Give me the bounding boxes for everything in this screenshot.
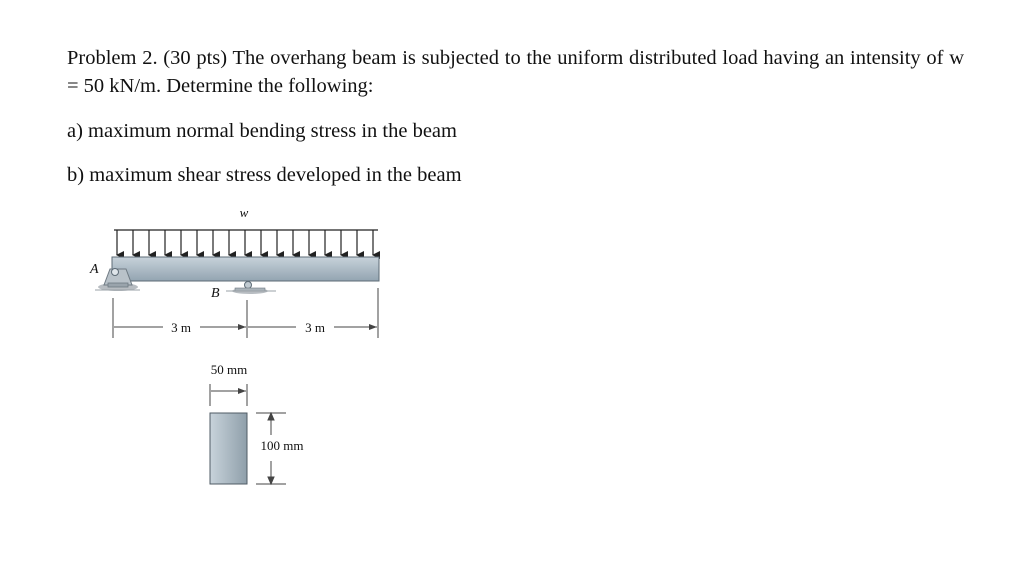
span-dimension bbox=[113, 288, 378, 338]
problem-statement: Problem 2. (30 pts) The overhang beam is subjected to the uniform distributed load having an intensity of w = 50 kN/m. Determine the following: bbox=[67, 47, 964, 97]
question-part-b: b) maximum shear stress developed in the beam bbox=[67, 164, 462, 186]
section-width-dimension bbox=[210, 384, 247, 406]
support-b-label: B bbox=[211, 286, 220, 301]
question-part-a: a) maximum normal bending stress in the beam bbox=[67, 120, 457, 142]
beam bbox=[112, 257, 379, 281]
roller-support-b bbox=[226, 282, 276, 295]
load-intensity-label: w bbox=[239, 205, 249, 220]
section-height-label: 100 mm bbox=[260, 438, 304, 453]
support-a-label: A bbox=[90, 262, 99, 277]
rectangular-cross-section bbox=[210, 413, 247, 484]
span-overhang-label: 3 m bbox=[305, 320, 325, 335]
section-width-label: 50 mm bbox=[210, 362, 248, 377]
distributed-load-arrows bbox=[117, 230, 373, 255]
span-ab-label: 3 m bbox=[171, 320, 191, 335]
